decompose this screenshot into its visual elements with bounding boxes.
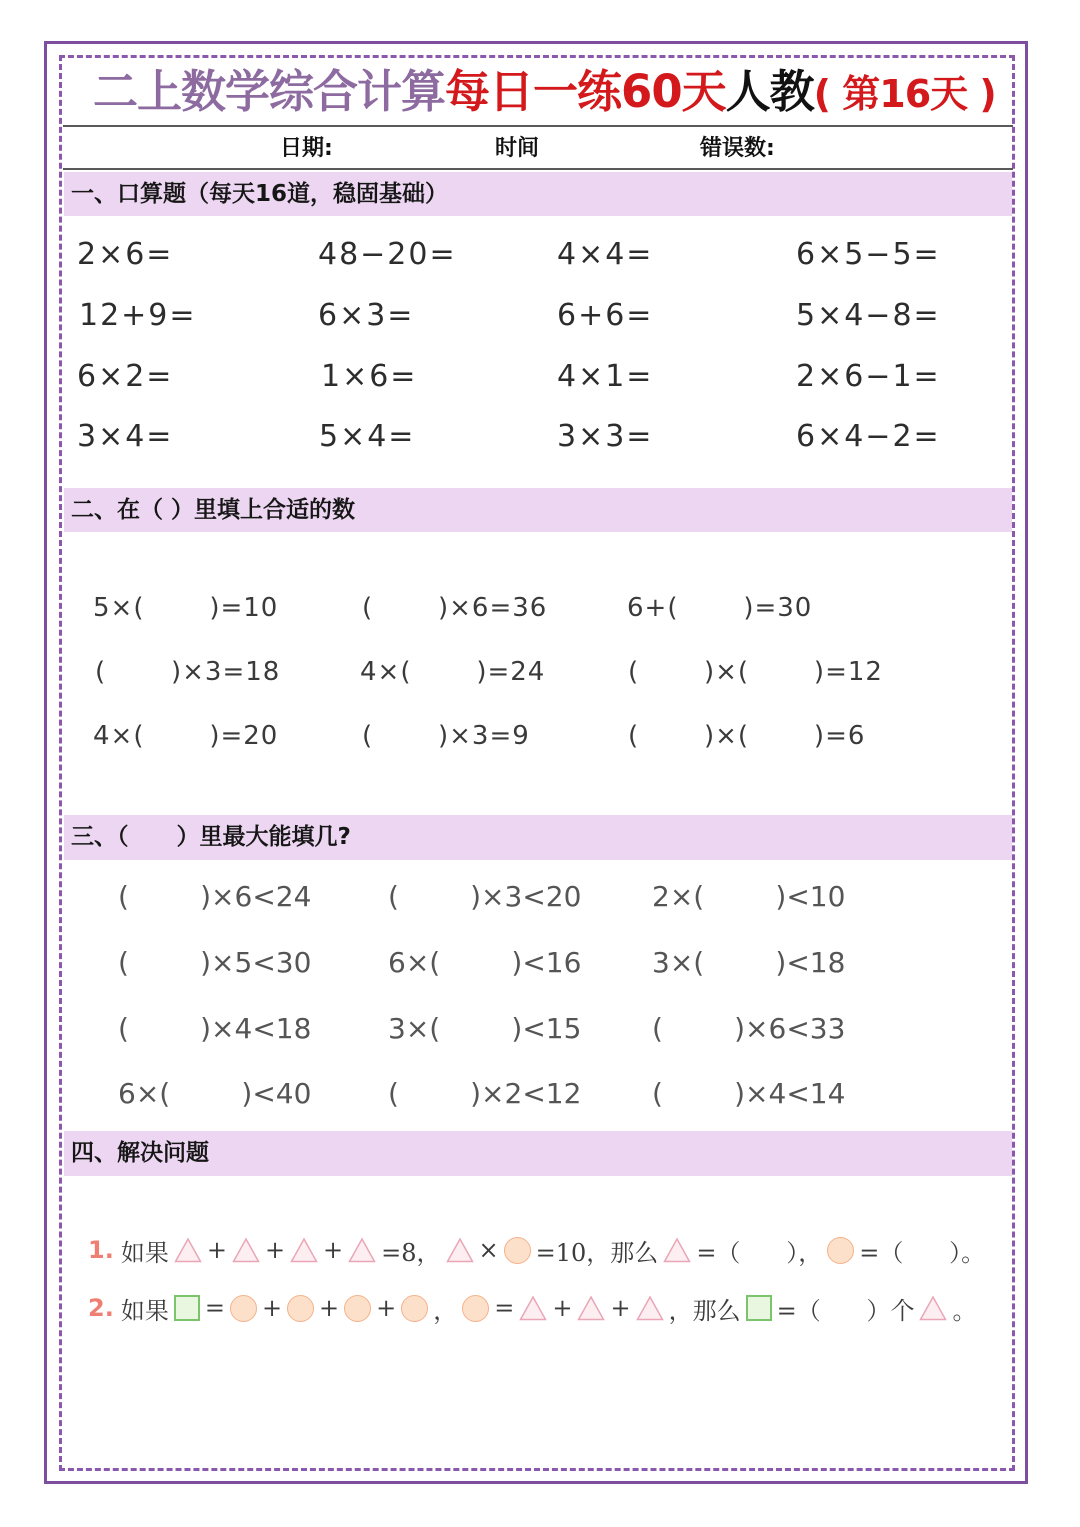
triangle-icon	[577, 1295, 605, 1321]
plus-sign: +	[610, 1294, 631, 1322]
divider-bottom	[63, 168, 1013, 170]
fill-blank-item: 5×( )=10	[93, 593, 279, 623]
max-digit-item: 3×( )<15	[388, 1012, 582, 1045]
triangle-icon	[636, 1295, 664, 1321]
circle-icon	[287, 1295, 314, 1322]
oral-calc-item: 6+6=	[557, 298, 654, 333]
circle-icon	[230, 1295, 257, 1322]
section-2-band	[64, 488, 1012, 532]
section-3-band	[64, 815, 1012, 860]
max-digit-item: ( )×2<12	[388, 1077, 582, 1110]
square-icon	[746, 1295, 772, 1321]
triangle-icon	[348, 1237, 376, 1263]
section-heading: 一、口算题（每天16道，稳固基础）	[71, 181, 449, 207]
oral-calc-item: 2×6=	[77, 237, 174, 272]
fill-blank-item: 6+( )=30	[627, 593, 813, 623]
date-label: 日期:	[280, 136, 333, 161]
plus-sign: +	[261, 1294, 283, 1322]
max-digit-item: ( )×4<18	[118, 1012, 312, 1045]
title-grade-topic: 二上数学综合计算	[93, 65, 446, 118]
circle-icon	[504, 1237, 531, 1264]
oral-calc-item: 5×4−8=	[796, 298, 941, 333]
worksheet-title	[93, 62, 996, 122]
problem-text: =10，那么	[535, 1238, 659, 1267]
problem-number: 2.	[88, 1294, 114, 1322]
title-edition: 人教	[725, 65, 814, 118]
circle-icon	[401, 1295, 428, 1322]
problem-text: 如果	[120, 1238, 169, 1267]
answer-blank: =（ ）。	[859, 1238, 986, 1267]
section-4-band	[64, 1131, 1012, 1176]
fill-blank-item: ( )×6=36	[362, 593, 548, 623]
triangle-icon	[290, 1237, 318, 1263]
problem-text: 如果	[120, 1296, 169, 1325]
oral-calc-item: 4×4=	[557, 237, 654, 272]
max-digit-item: 2×( )<10	[652, 880, 846, 913]
answer-blank: =（ ），	[696, 1238, 823, 1267]
fill-blank-item: ( )×( )=12	[628, 657, 883, 687]
triangle-icon	[519, 1295, 547, 1321]
oral-calc-item: 3×4=	[77, 419, 174, 454]
oral-calc-item: 5×4=	[319, 419, 416, 454]
plus-sign: +	[206, 1236, 227, 1264]
title-daily-practice: 每日一练60天	[445, 65, 726, 118]
circle-icon	[462, 1295, 489, 1322]
oral-calc-item: 12+9=	[79, 298, 197, 333]
oral-calc-item: 6×4−2=	[796, 419, 941, 454]
errors-label: 错误数:	[700, 136, 775, 161]
oral-calc-item: 6×3=	[318, 298, 415, 333]
triangle-icon	[232, 1237, 260, 1263]
triangle-icon	[174, 1237, 202, 1263]
problem-2	[88, 1288, 976, 1328]
time-label: 时间	[495, 136, 540, 161]
plus-sign: +	[323, 1236, 344, 1264]
max-digit-item: ( )×6<24	[118, 880, 312, 913]
equals-sign: =	[204, 1294, 225, 1322]
oral-calc-item: 48−20=	[318, 237, 457, 272]
max-digit-item: 6×( )<40	[118, 1077, 312, 1110]
oral-calc-item: 1×6=	[321, 359, 418, 394]
max-digit-item: ( )×6<33	[652, 1012, 846, 1045]
title-day: ( 第16天 )	[813, 72, 996, 116]
problem-1	[88, 1230, 985, 1270]
comma: ，	[433, 1296, 458, 1325]
max-digit-item: ( )×3<20	[388, 880, 582, 913]
period: 。	[952, 1296, 977, 1325]
fill-blank-item: ( )×( )=6	[628, 721, 866, 751]
problem-text: =8，	[381, 1238, 441, 1267]
max-digit-item: 6×( )<16	[388, 946, 582, 979]
fill-blank-item: ( )×3=9	[362, 721, 530, 751]
triangle-icon	[663, 1237, 691, 1263]
max-digit-item: ( )×5<30	[118, 946, 312, 979]
equals-sign: =	[494, 1294, 515, 1322]
fill-blank-item: 4×( )=24	[360, 657, 546, 687]
oral-calc-item: 4×1=	[557, 359, 654, 394]
oral-calc-item: 6×5−5=	[796, 237, 941, 272]
oral-calc-item: 6×2=	[77, 359, 174, 394]
fill-blank-item: ( )×3=18	[95, 657, 281, 687]
section-1-band	[64, 172, 1012, 216]
max-digit-item: 3×( )<18	[652, 946, 846, 979]
square-icon	[174, 1295, 200, 1321]
oral-calc-item: 2×6−1=	[796, 359, 941, 394]
triangle-icon	[919, 1295, 947, 1321]
plus-sign: +	[264, 1236, 286, 1264]
oral-calc-item: 3×3=	[557, 419, 654, 454]
section-heading: 四、解决问题	[71, 1140, 209, 1166]
section-heading: 二、在（ ）里填上合适的数	[71, 497, 356, 523]
max-digit-item: ( )×4<14	[652, 1077, 846, 1110]
triangle-icon	[446, 1237, 474, 1263]
plus-sign: +	[552, 1294, 573, 1322]
fill-blank-item: 4×( )=20	[93, 721, 279, 751]
divider-top	[63, 125, 1013, 127]
times-sign: ×	[478, 1236, 499, 1264]
section-heading: 三、（ ）里最大能填几?	[71, 824, 351, 850]
plus-sign: +	[376, 1294, 397, 1322]
circle-icon	[344, 1295, 371, 1322]
circle-icon	[827, 1237, 854, 1264]
answer-blank: =（ ）个	[776, 1296, 915, 1325]
problem-text: ，那么	[668, 1296, 741, 1325]
problem-number: 1.	[88, 1236, 114, 1264]
plus-sign: +	[319, 1294, 340, 1322]
